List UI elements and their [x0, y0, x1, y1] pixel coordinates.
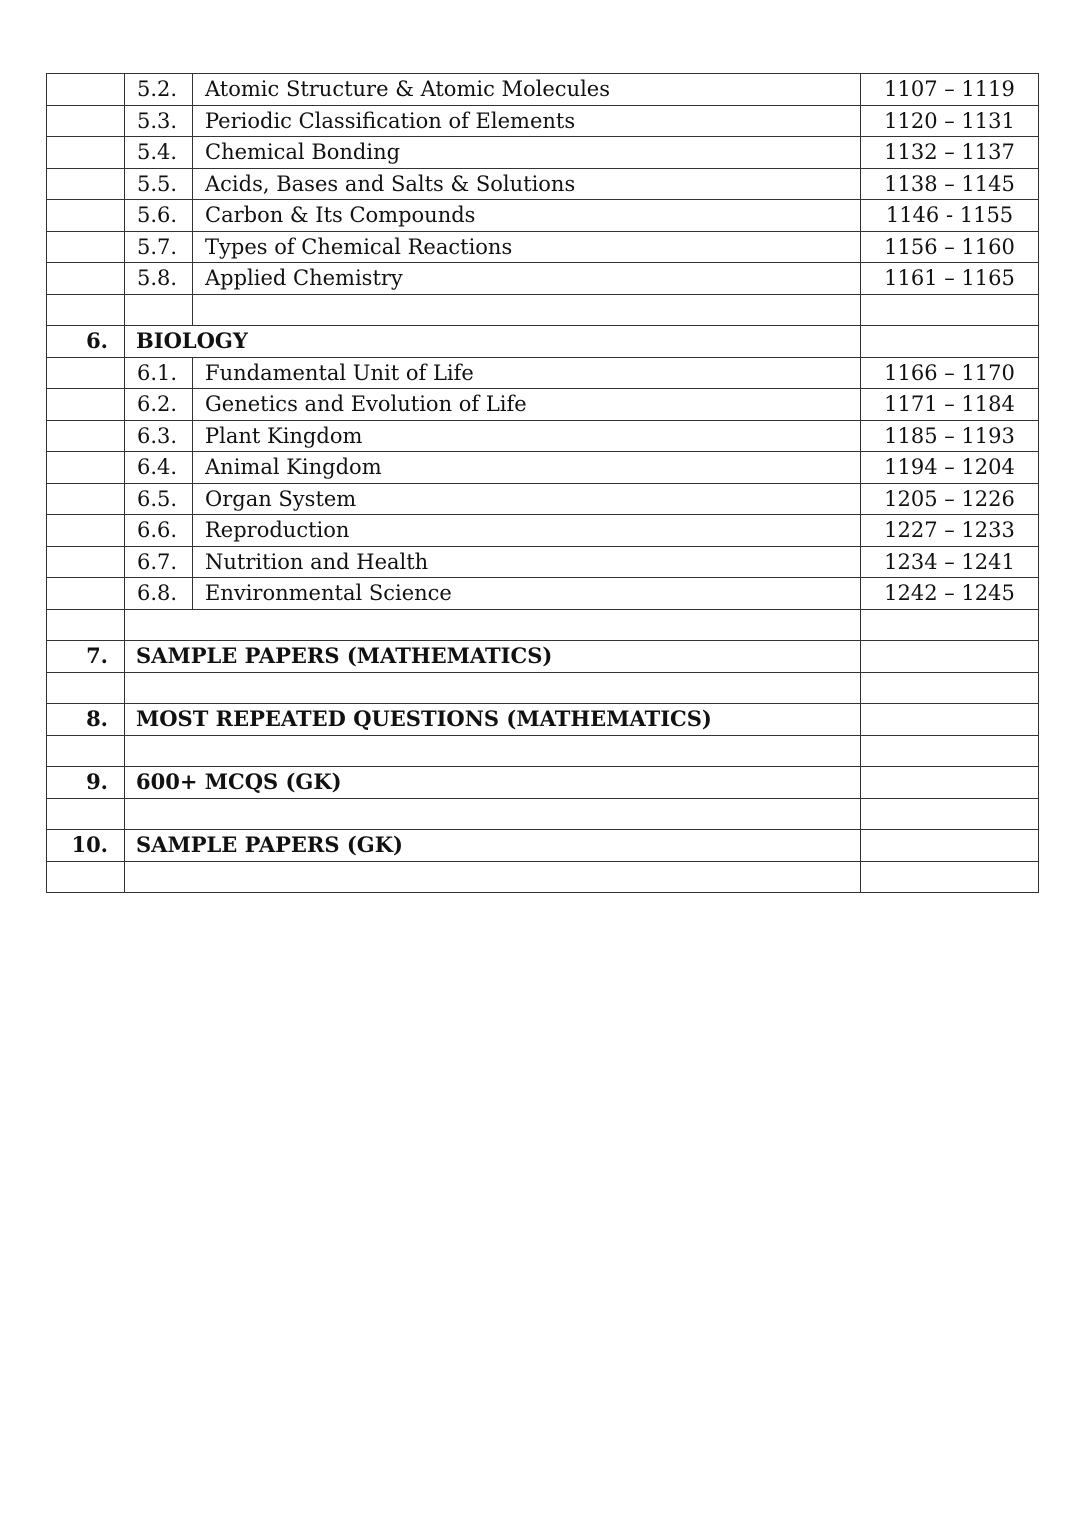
spacer-row [47, 735, 1039, 767]
chapter-heading: 600+ MCQS (GK) [125, 767, 861, 799]
topic-title: Fundamental Unit of Life [193, 357, 861, 389]
topic-number: 6.3. [125, 420, 193, 452]
topic-title: Carbon & Its Compounds [193, 200, 861, 232]
table-of-contents [46, 73, 1039, 893]
chapter-cell [47, 578, 125, 610]
chapter-cell [47, 483, 125, 515]
topic-title: Types of Chemical Reactions [193, 231, 861, 263]
topic-number: 6.2. [125, 389, 193, 421]
spacer-row [47, 609, 1039, 641]
page-range: 1161 – 1165 [861, 263, 1039, 295]
page-range: 1227 – 1233 [861, 515, 1039, 547]
page-range [861, 830, 1039, 862]
page-range: 1205 – 1226 [861, 483, 1039, 515]
topic-title: Periodic Classification of Elements [193, 105, 861, 137]
topic-title: Genetics and Evolution of Life [193, 389, 861, 421]
chapter-number: 6. [47, 326, 125, 358]
page-range: 1132 – 1137 [861, 137, 1039, 169]
table-row [47, 578, 1039, 610]
table-row [47, 263, 1039, 295]
chapter-row [47, 641, 1039, 673]
chapter-cell [47, 420, 125, 452]
chapter-heading: SAMPLE PAPERS (MATHEMATICS) [125, 641, 861, 673]
chapter-cell [47, 105, 125, 137]
page-range: 1171 – 1184 [861, 389, 1039, 421]
page-range [861, 767, 1039, 799]
spacer-row [47, 672, 1039, 704]
spacer-row [47, 861, 1039, 893]
spacer-row [47, 294, 1039, 326]
table-row [47, 452, 1039, 484]
chapter-number: 10. [47, 830, 125, 862]
page-range [861, 641, 1039, 673]
table-row [47, 546, 1039, 578]
page-range: 1156 – 1160 [861, 231, 1039, 263]
topic-title: Environmental Science [193, 578, 861, 610]
page-range: 1107 – 1119 [861, 74, 1039, 106]
topic-number: 5.6. [125, 200, 193, 232]
page-range [861, 326, 1039, 358]
page-range: 1146 - 1155 [861, 200, 1039, 232]
chapter-cell [47, 515, 125, 547]
table-row [47, 137, 1039, 169]
chapter-cell [47, 263, 125, 295]
page-range: 1166 – 1170 [861, 357, 1039, 389]
topic-number: 5.8. [125, 263, 193, 295]
topic-number: 5.2. [125, 74, 193, 106]
table-row [47, 74, 1039, 106]
chapter-number: 8. [47, 704, 125, 736]
topic-title: Reproduction [193, 515, 861, 547]
topic-title: Chemical Bonding [193, 137, 861, 169]
topic-number: 5.7. [125, 231, 193, 263]
page-range: 1138 – 1145 [861, 168, 1039, 200]
chapter-heading: BIOLOGY [125, 326, 861, 358]
chapter-heading: MOST REPEATED QUESTIONS (MATHEMATICS) [125, 704, 861, 736]
topic-number: 5.3. [125, 105, 193, 137]
topic-number: 6.5. [125, 483, 193, 515]
chapter-row [47, 767, 1039, 799]
table-row [47, 389, 1039, 421]
toc-body [47, 74, 1039, 893]
chapter-cell [47, 452, 125, 484]
chapter-row [47, 704, 1039, 736]
spacer-row [47, 798, 1039, 830]
topic-number: 5.4. [125, 137, 193, 169]
topic-number: 6.7. [125, 546, 193, 578]
page-range: 1185 – 1193 [861, 420, 1039, 452]
topic-number: 6.4. [125, 452, 193, 484]
topic-number: 6.8. [125, 578, 193, 610]
topic-title: Nutrition and Health [193, 546, 861, 578]
chapter-number: 9. [47, 767, 125, 799]
page-range: 1120 – 1131 [861, 105, 1039, 137]
chapter-row [47, 830, 1039, 862]
chapter-number: 7. [47, 641, 125, 673]
table-row [47, 420, 1039, 452]
table-row [47, 168, 1039, 200]
chapter-cell [47, 200, 125, 232]
page-range: 1242 – 1245 [861, 578, 1039, 610]
chapter-cell [47, 137, 125, 169]
chapter-cell [47, 389, 125, 421]
chapter-cell [47, 357, 125, 389]
topic-title: Applied Chemistry [193, 263, 861, 295]
chapter-cell [47, 168, 125, 200]
topic-number: 6.1. [125, 357, 193, 389]
page-range [861, 704, 1039, 736]
table-row [47, 515, 1039, 547]
table-row [47, 200, 1039, 232]
topic-number: 5.5. [125, 168, 193, 200]
table-row [47, 357, 1039, 389]
topic-title: Acids, Bases and Salts & Solutions [193, 168, 861, 200]
table-row [47, 231, 1039, 263]
topic-title: Animal Kingdom [193, 452, 861, 484]
table-row [47, 105, 1039, 137]
chapter-cell [47, 546, 125, 578]
topic-title: Plant Kingdom [193, 420, 861, 452]
table-row [47, 483, 1039, 515]
chapter-cell [47, 74, 125, 106]
page-range: 1194 – 1204 [861, 452, 1039, 484]
chapter-heading: SAMPLE PAPERS (GK) [125, 830, 861, 862]
topic-number: 6.6. [125, 515, 193, 547]
chapter-row [47, 326, 1039, 358]
chapter-cell [47, 231, 125, 263]
page-range: 1234 – 1241 [861, 546, 1039, 578]
topic-title: Organ System [193, 483, 861, 515]
topic-title: Atomic Structure & Atomic Molecules [193, 74, 861, 106]
